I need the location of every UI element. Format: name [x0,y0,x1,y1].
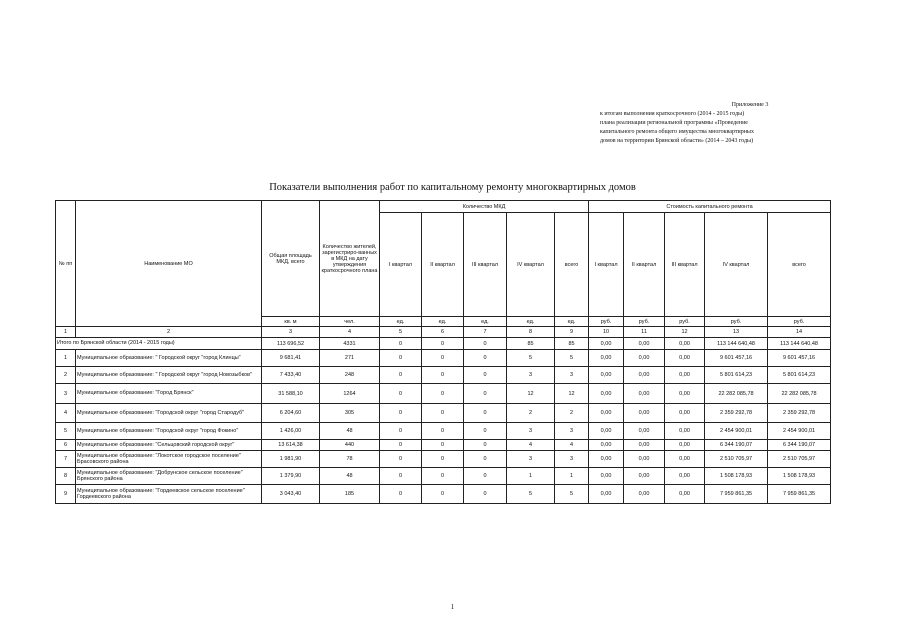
header-cost-q2: II квартал [624,213,665,317]
row-cell: 2 454 900,01 [705,423,768,440]
row-cell: 0 [464,367,507,384]
row-cell: 5 801 614,23 [768,367,831,384]
row-name: Муниципальное образование: "Город Брянск" [76,384,262,404]
unit-cell: руб. [665,317,705,327]
header-cost-q4: IV квартал [705,213,768,317]
unit-cell: ед. [422,317,464,327]
row-cell: 0,00 [589,350,624,367]
row-number: 9 [56,485,76,504]
total-row [56,338,831,350]
row-cell: 3 [507,451,555,468]
row-cell: 9 681,41 [262,350,320,367]
row-cell: 0,00 [589,468,624,485]
row-cell: 1 981,90 [262,451,320,468]
appendix-block [600,101,840,146]
row-cell: 3 [555,367,589,384]
row-cell: 0 [380,384,422,404]
row-cell: 305 [320,404,380,423]
row-cell: 0 [422,423,464,440]
row-name: Муниципальное образование: "Сельцовский городской округ" [76,440,262,451]
row-cell: 2 359 292,78 [705,404,768,423]
appendix-line: домов на территории Брянской области» (2014 – 2043 годы) [600,138,754,144]
unit-cell: руб. [768,317,831,327]
row-cell: 0 [422,440,464,451]
table-row [56,423,831,440]
header-mkd-group: Количество МКД [380,201,589,213]
row-cell: 5 [507,350,555,367]
row-cell: 0,00 [624,468,665,485]
row-cell: 0 [422,384,464,404]
row-cell: 0,00 [589,423,624,440]
row-cell: 0 [422,367,464,384]
row-cell: 0 [464,384,507,404]
row-name: Муниципальное образование: "Добрунское сельское поселение" Брянского района [76,468,262,485]
row-cell: 1 426,00 [262,423,320,440]
total-cell: 85 [555,338,589,350]
row-cell: 5 [555,350,589,367]
row-cell: 0,00 [665,423,705,440]
table-row [56,440,831,451]
row-cell: 22 282 085,78 [705,384,768,404]
row-cell: 9 601 457,16 [705,350,768,367]
row-cell: 0,00 [665,404,705,423]
row-name: Муниципальное образование: "Городской округ "город Фокино" [76,423,262,440]
table-row [56,404,831,423]
row-cell: 78 [320,451,380,468]
row-cell: 0 [464,451,507,468]
row-cell: 0 [464,404,507,423]
row-cell: 0 [380,485,422,504]
row-cell: 6 204,60 [262,404,320,423]
row-cell: 48 [320,468,380,485]
row-cell: 12 [555,384,589,404]
row-cell: 271 [320,350,380,367]
row-cell: 0 [464,468,507,485]
row-cell: 3 [507,367,555,384]
row-cell: 0 [422,485,464,504]
row-cell: 0,00 [624,404,665,423]
row-cell: 248 [320,367,380,384]
row-cell: 0,00 [624,440,665,451]
row-cell: 0,00 [665,451,705,468]
row-name: Муниципальное образование: " Городской округ "город Новозыбков" [76,367,262,384]
unit-cell: руб. [705,317,768,327]
column-index-cell: 8 [507,327,555,338]
row-cell: 0,00 [665,367,705,384]
header-name: Наименование МО [76,201,262,327]
row-cell: 0,00 [665,350,705,367]
header-mkd-q2: II квартал [422,213,464,317]
header-residents: Количество жителей, зарегистриро-ванных в МКД на дату утверждения краткосрочного плана [320,201,380,317]
row-cell: 1 379,90 [262,468,320,485]
row-cell: 9 601 457,16 [768,350,831,367]
row-cell: 13 614,38 [262,440,320,451]
column-index-cell: 5 [380,327,422,338]
table-row [56,367,831,384]
total-cell: 0 [464,338,507,350]
appendix-line: плана реализации региональной программы «Проведение [600,120,748,126]
unit-cell: чел. [320,317,380,327]
page-number: 1 [450,603,455,611]
row-cell: 5 [555,485,589,504]
unit-cell: ед. [464,317,507,327]
row-number: 5 [56,423,76,440]
row-cell: 0 [380,423,422,440]
total-cell: 113 696,52 [262,338,320,350]
unit-cell: руб. [624,317,665,327]
document-title: Показатели выполнения работ по капитальному ремонту многоквартирных домов [269,182,636,193]
row-cell: 3 [555,451,589,468]
header-cost-total: всего [768,213,831,317]
header-cost-q3: III квартал [665,213,705,317]
row-cell: 12 [507,384,555,404]
row-cell: 0 [464,440,507,451]
table-row [56,451,831,468]
row-cell: 5 [507,485,555,504]
row-cell: 1 508 178,93 [768,468,831,485]
row-cell: 0,00 [589,451,624,468]
header-area: Общая площадь МКД, всего [262,201,320,317]
unit-cell: руб. [589,317,624,327]
row-cell: 0 [422,468,464,485]
row-cell: 48 [320,423,380,440]
column-index-cell: 6 [422,327,464,338]
header-cost-group: Стоимость капитального ремонта [589,201,831,213]
row-cell: 0,00 [589,485,624,504]
row-cell: 1 [555,468,589,485]
row-cell: 0,00 [624,423,665,440]
row-cell: 3 [555,423,589,440]
row-cell: 0,00 [624,367,665,384]
unit-cell: кв. м [262,317,320,327]
row-cell: 0 [464,350,507,367]
row-cell: 0,00 [589,440,624,451]
row-cell: 440 [320,440,380,451]
column-index-cell: 7 [464,327,507,338]
row-name: Муниципальное образование: "Локотское городское поселение" Брасовского района [76,451,262,468]
row-cell: 7 959 861,35 [705,485,768,504]
row-cell: 7 959 861,35 [768,485,831,504]
row-cell: 0 [422,404,464,423]
appendix-title: Приложение 3 [731,102,769,108]
unit-cell: ед. [555,317,589,327]
column-index-cell: 4 [320,327,380,338]
row-name: Муниципальное образование: "Городской округ "город Стародуб" [76,404,262,423]
row-cell: 22 282 085,78 [768,384,831,404]
total-cell: 0,00 [665,338,705,350]
row-cell: 0,00 [665,384,705,404]
header-cost-q1: I квартал [589,213,624,317]
row-cell: 5 801 614,23 [705,367,768,384]
row-cell: 6 344 190,07 [768,440,831,451]
row-cell: 0 [464,485,507,504]
row-cell: 0 [422,350,464,367]
total-cell: 0 [422,338,464,350]
column-index-cell: 9 [555,327,589,338]
column-index-cell: 2 [76,327,262,338]
row-cell: 0,00 [589,404,624,423]
header-mkd-q3: III квартал [464,213,507,317]
unit-cell: ед. [507,317,555,327]
row-name: Муниципальное образование: "Гордеевское сельское поселение" Гордеевского района [76,485,262,504]
row-cell: 2 359 292,78 [768,404,831,423]
row-cell: 31 588,10 [262,384,320,404]
row-cell: 0,00 [624,384,665,404]
row-number: 7 [56,451,76,468]
row-cell: 1264 [320,384,380,404]
total-label: Итого по Брянской области (2014 - 2015 годы) [56,338,262,350]
row-cell: 3 [507,423,555,440]
row-cell: 0 [380,404,422,423]
row-cell: 2 [555,404,589,423]
column-index-cell: 12 [665,327,705,338]
row-cell: 7 433,40 [262,367,320,384]
row-number: 6 [56,440,76,451]
header-mkd-total: всего [555,213,589,317]
table-row [56,485,831,504]
row-cell: 0,00 [665,440,705,451]
column-index-cell: 13 [705,327,768,338]
row-cell: 0,00 [624,451,665,468]
appendix-line: к итогам выполнения краткосрочного (2014 - 2015 годы) [600,111,745,117]
table-row [56,350,831,367]
total-cell: 113 144 640,48 [768,338,831,350]
total-cell: 85 [507,338,555,350]
column-index-cell: 11 [624,327,665,338]
row-number: 3 [56,384,76,404]
row-number: 8 [56,468,76,485]
indicators-table [55,200,831,504]
column-index-row [56,327,831,338]
row-cell: 0 [380,468,422,485]
row-cell: 4 [555,440,589,451]
table-row [56,384,831,404]
total-cell: 4331 [320,338,380,350]
row-cell: 0 [422,451,464,468]
row-cell: 0 [380,350,422,367]
row-cell: 1 508 178,93 [705,468,768,485]
row-cell: 0,00 [665,468,705,485]
row-number: 4 [56,404,76,423]
row-cell: 0 [380,440,422,451]
header-mkd-q4: IV квартал [507,213,555,317]
row-cell: 0 [380,367,422,384]
unit-cell: ед. [380,317,422,327]
row-cell: 6 344 190,07 [705,440,768,451]
header-mkd-q1: I квартал [380,213,422,317]
row-cell: 0 [380,451,422,468]
row-cell: 0,00 [665,485,705,504]
appendix-line: капитального ремонта общего имущества многоквартирных [600,129,754,135]
row-cell: 0,00 [624,350,665,367]
row-cell: 3 043,40 [262,485,320,504]
row-cell: 1 [507,468,555,485]
column-index-cell: 14 [768,327,831,338]
column-index-cell: 1 [56,327,76,338]
header-num: № пп [56,201,76,327]
row-cell: 0,00 [589,367,624,384]
row-cell: 0 [464,423,507,440]
total-cell: 113 144 640,48 [705,338,768,350]
row-cell: 0,00 [589,384,624,404]
row-name: Муниципальное образование: " Городской округ "город Клинцы" [76,350,262,367]
row-cell: 4 [507,440,555,451]
row-cell: 2 [507,404,555,423]
row-cell: 2 454 900,01 [768,423,831,440]
column-index-cell: 10 [589,327,624,338]
total-cell: 0,00 [624,338,665,350]
row-number: 2 [56,367,76,384]
column-index-cell: 3 [262,327,320,338]
row-cell: 185 [320,485,380,504]
row-cell: 2 510 705,97 [705,451,768,468]
row-cell: 0,00 [624,485,665,504]
row-number: 1 [56,350,76,367]
total-cell: 0 [380,338,422,350]
total-cell: 0,00 [589,338,624,350]
row-cell: 2 510 705,97 [768,451,831,468]
table-row [56,468,831,485]
